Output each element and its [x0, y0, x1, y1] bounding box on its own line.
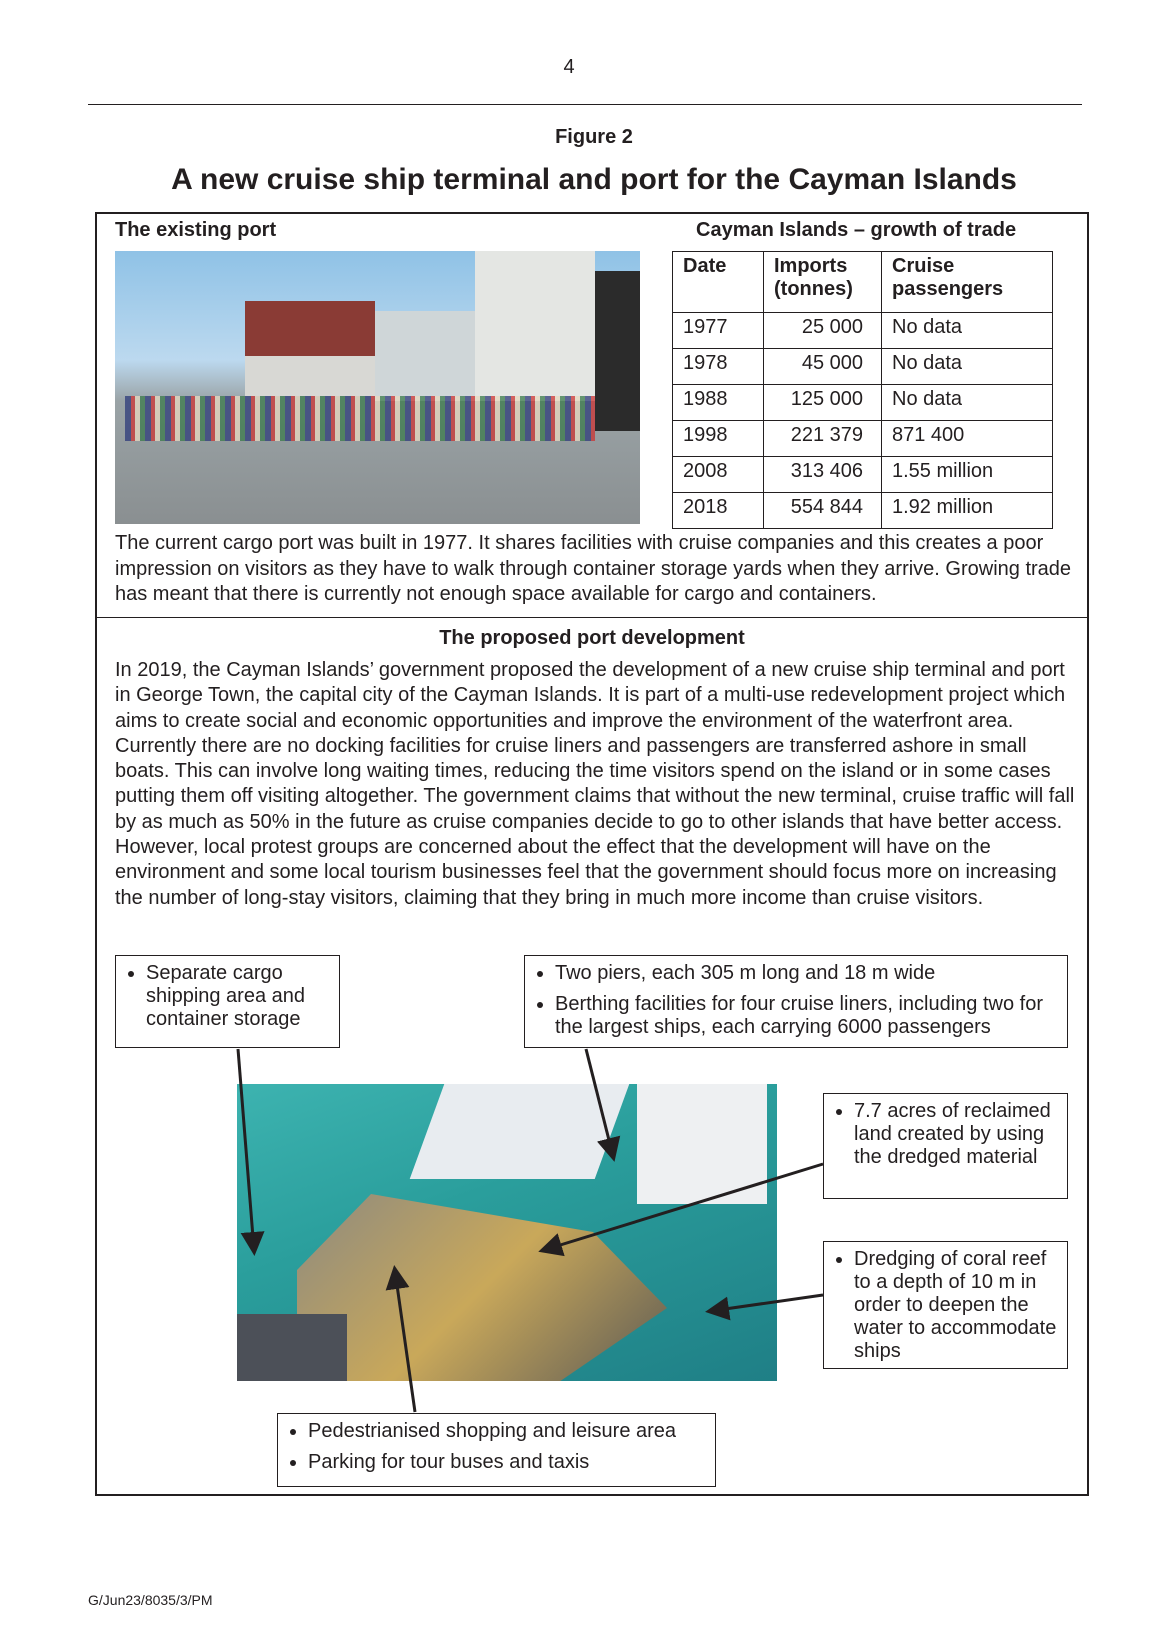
proposed-heading: The proposed port development [439, 627, 745, 649]
arrow-shopping [395, 1271, 415, 1412]
callout-item: • 7.7 acres of reclaimed land created by using the dredged material [854, 1100, 1059, 1169]
cell: 554 844 [764, 493, 882, 529]
cell: 1988 [673, 385, 764, 421]
arrow-piers [586, 1049, 613, 1156]
figure-label: Figure 2 [555, 126, 633, 148]
callout-cargo [115, 955, 340, 1048]
page-number: 4 [563, 56, 575, 78]
arrow-cargo [238, 1049, 254, 1250]
callout-item: • Berthing facilities for four cruise liners, including two for the largest ships, each carrying 6000 passengers [555, 993, 1059, 1039]
column-header: Imports (tonnes) [764, 252, 882, 313]
callout-item: • Parking for tour buses and taxis [308, 1451, 707, 1474]
cell: No data [882, 313, 1053, 349]
figure-title: A new cruise ship terminal and port for the Cayman Islands [171, 163, 1017, 196]
callout-item: • Separate cargo shipping area and container storage [146, 962, 331, 1031]
cell: 1977 [673, 313, 764, 349]
cell: 1.55 million [882, 457, 1053, 493]
trade-table-heading: Cayman Islands – growth of trade [696, 219, 1017, 241]
arrow-dredging [711, 1295, 823, 1311]
callout-reclaimed [823, 1093, 1068, 1199]
arrow-reclaimed [544, 1164, 823, 1250]
cell: No data [882, 385, 1053, 421]
callout-item: • Dredging of coral reef to a depth of 10 m in order to deepen the water to accommodate ships [854, 1248, 1059, 1363]
existing-port-description: The current cargo port was built in 1977. It shares facilities with cruise companies and this creates a poor impression on visitors as they have to walk through container storage yards when they arrive. Growing trade has meant that there is currently not enough space available for cargo and containers. [115, 532, 1072, 605]
callout-piers [524, 955, 1068, 1048]
cell: 45 000 [764, 349, 882, 385]
callout-item: • Pedestrianised shopping and leisure area [308, 1420, 707, 1443]
column-header: Cruise passengers [882, 252, 1053, 313]
cell: 313 406 [764, 457, 882, 493]
cell: 221 379 [764, 421, 882, 457]
column-header: Date [673, 252, 764, 313]
cell: 2008 [673, 457, 764, 493]
callout-shopping [277, 1413, 716, 1487]
cell: 25 000 [764, 313, 882, 349]
callout-item: • Two piers, each 305 m long and 18 m wide [555, 962, 1059, 985]
cell: 1.92 million [882, 493, 1053, 529]
cell: 125 000 [764, 385, 882, 421]
proposed-body: In 2019, the Cayman Islands’ government proposed the development of a new cruise ship terminal and port in George Town, the capital city of the Cayman Islands. It is part of a multi-use redevelopment project which aims to create social and economic opportunities and improve the environment of the waterfront area. Currently there are no docking facilities for cruise liners and passengers are transferred ashore in small boats. This can involve long waiting times, reducing the time visitors spend on the island or in some cases putting them off visiting altogether. The government claims that without the new terminal, cruise traffic will fall by as much as 50% in the future as cruise companies decide to go to other islands that have better access. However, local protest groups are concerned about the effect that the development will have on the environment and some local tourism businesses feel that the government should focus more on increasing the number of long-stay visitors, claiming that they bring in much more income than cruise visitors. [115, 659, 1075, 909]
existing-port-heading: The existing port [115, 219, 277, 241]
callout-dredging [823, 1241, 1068, 1369]
cell: No data [882, 349, 1053, 385]
cell: 2018 [673, 493, 764, 529]
cell: 1998 [673, 421, 764, 457]
cell: 871 400 [882, 421, 1053, 457]
cell: 1978 [673, 349, 764, 385]
footer-code: G/Jun23/8035/3/PM [88, 1592, 213, 1608]
